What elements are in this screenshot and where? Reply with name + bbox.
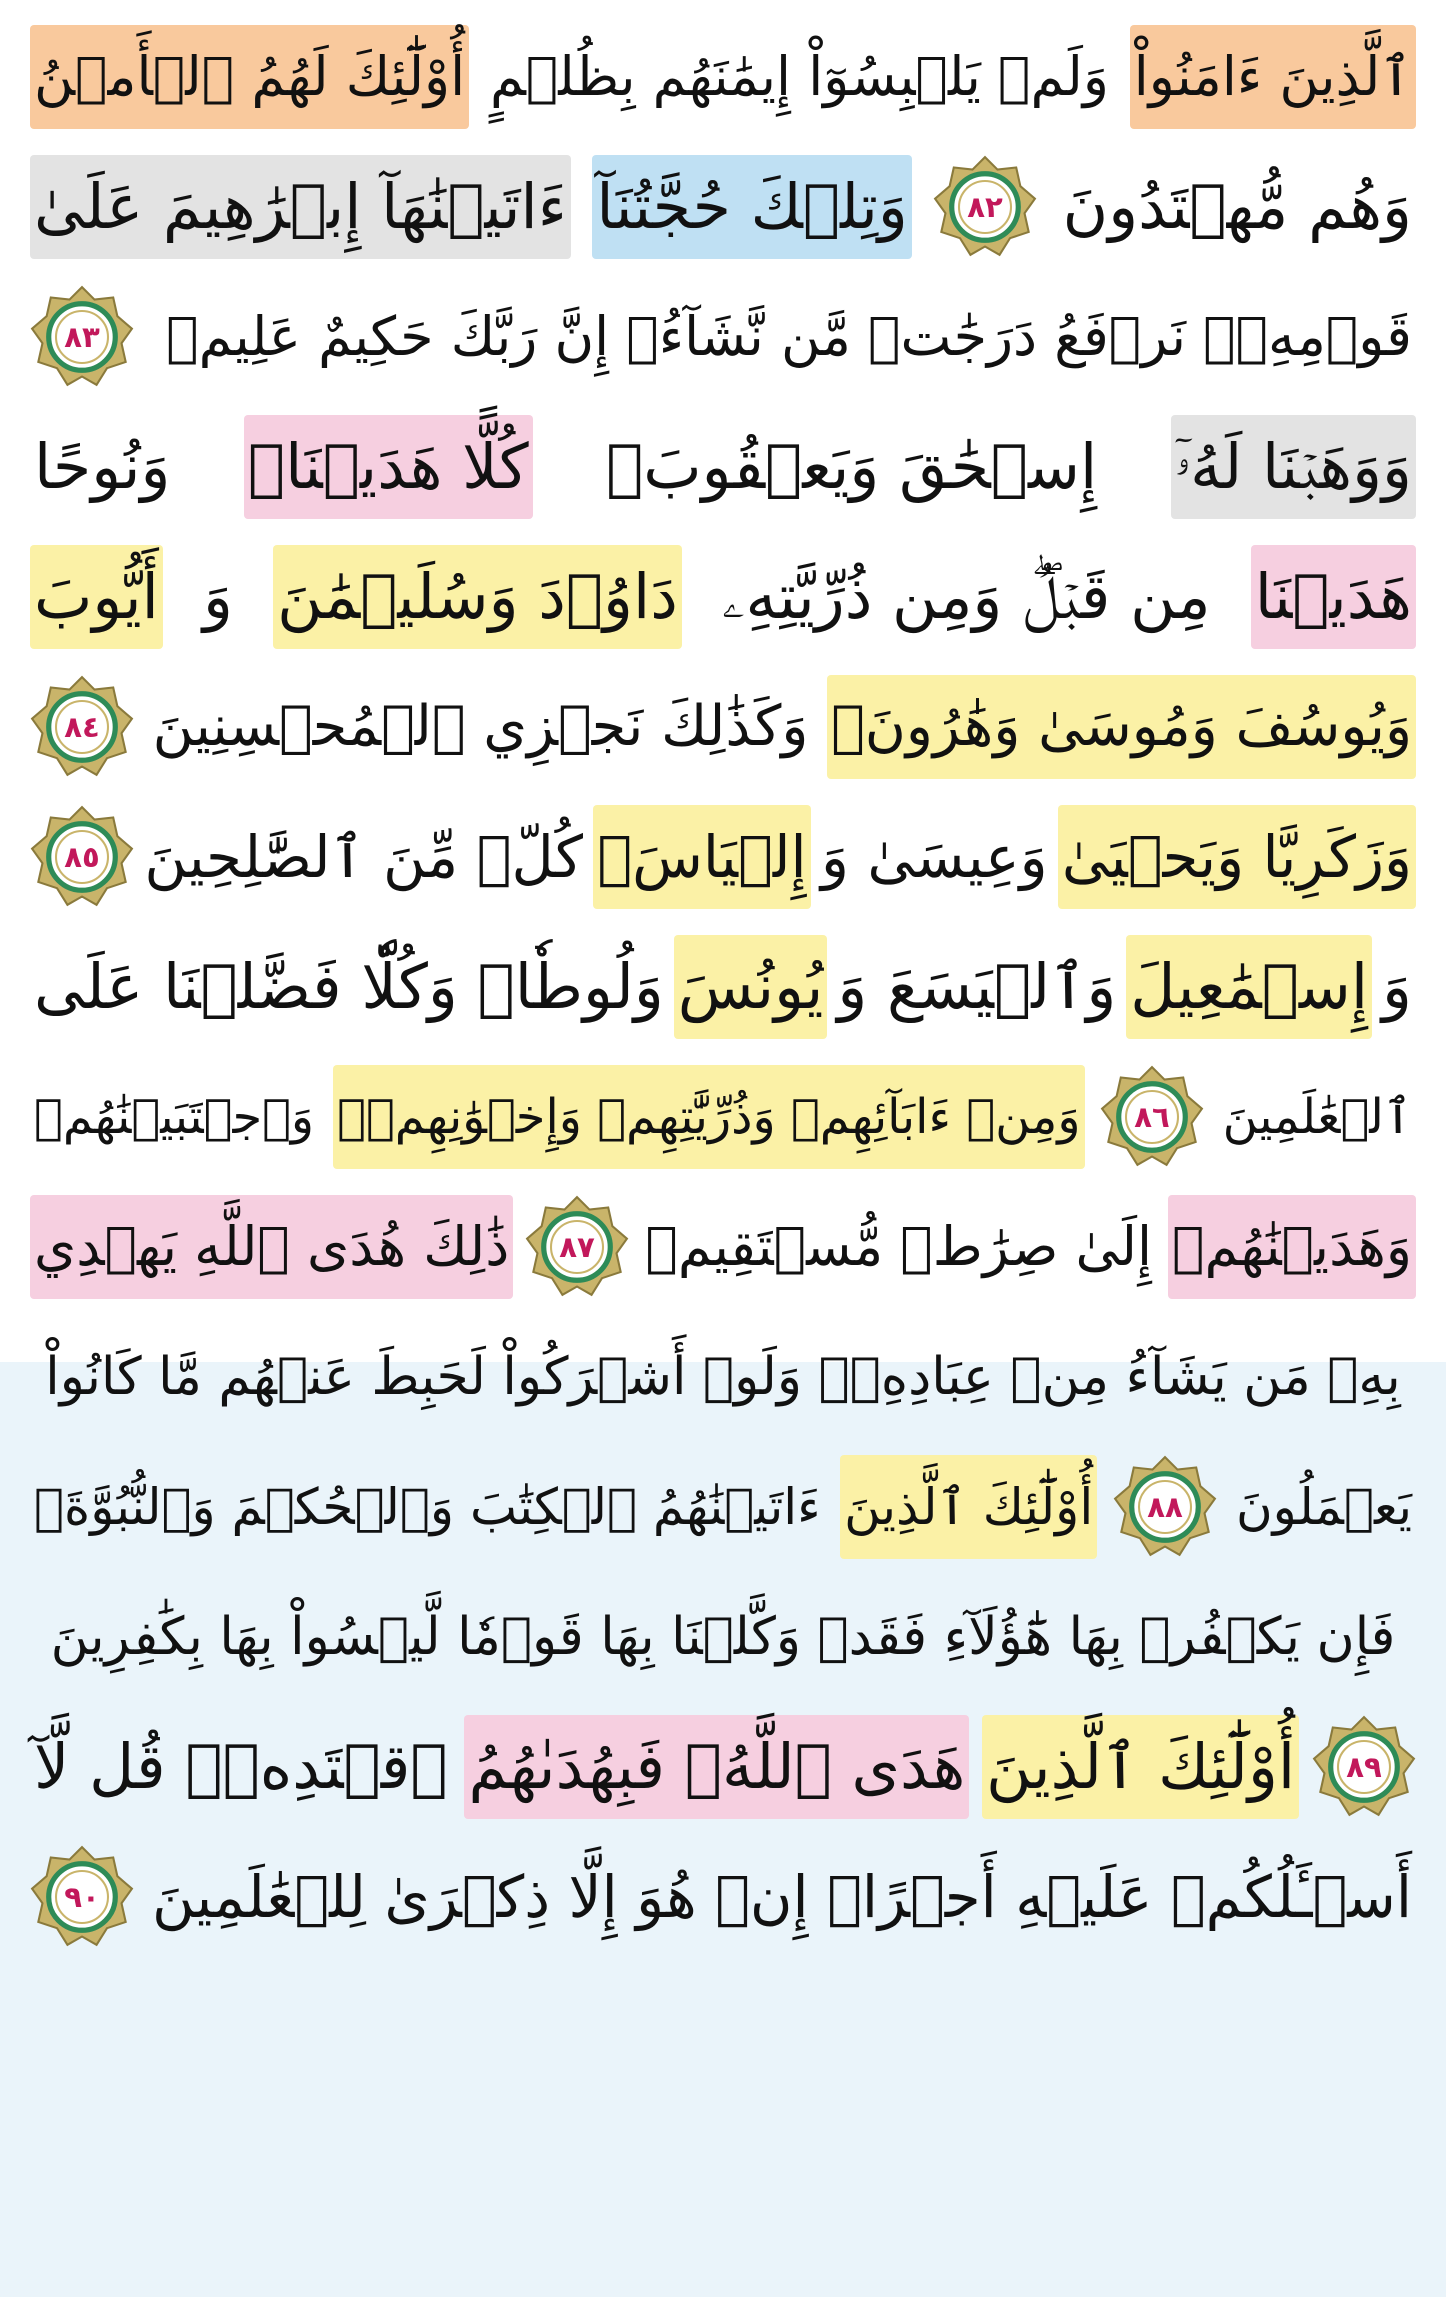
text-line — [30, 1182, 1416, 1312]
verse-number: ٨٤ — [64, 710, 100, 745]
text-line — [30, 1442, 1416, 1572]
highlighted-phrase: إِسۡمَٰعِيلَ — [1126, 935, 1372, 1039]
text-line — [30, 792, 1416, 922]
highlighted-phrase: أُوْلَٰٓئِكَ ٱلَّذِينَ — [982, 1715, 1299, 1819]
text-line — [30, 922, 1416, 1052]
verse-text: وَهُم مُّهۡتَدُونَ — [1062, 170, 1412, 243]
verse-number: ٨٩ — [1346, 1750, 1382, 1785]
highlighted-phrase: دَاوُۥدَ وَسُلَيۡمَٰنَ — [273, 545, 682, 649]
verse-text: وَٱجۡتَبَيۡنَٰهُمۡ — [34, 1089, 315, 1145]
highlighted-phrase: وَزَكَرِيَّا وَيَحۡيَىٰ — [1058, 805, 1416, 909]
text-line — [30, 12, 1416, 142]
verse-text: إِسۡحَٰقَ وَيَعۡقُوبَۚ — [606, 430, 1098, 503]
text-line — [30, 142, 1416, 272]
verse-text: إِلَىٰ صِرَٰطٖ مُّسۡتَقِيمٖ — [645, 1215, 1153, 1278]
verse-text: وَ — [1382, 950, 1412, 1023]
highlighted-phrase: أُوْلَٰٓئِكَ لَهُمُ ٱلۡأَمۡنُ — [30, 25, 469, 129]
verse-end-marker — [1100, 1065, 1204, 1169]
verse-text: ٱلۡعَٰلَمِينَ — [1222, 1089, 1412, 1145]
verse-end-marker — [1312, 1715, 1416, 1819]
verse-ornament-icon — [1100, 1065, 1204, 1169]
text-line — [30, 1572, 1416, 1702]
verse-number: ٩٠ — [64, 1880, 100, 1915]
verse-number: ٨٧ — [559, 1230, 596, 1265]
highlighted-phrase: إِلۡيَاسَۖ — [593, 805, 810, 909]
verse-ornament-icon — [30, 805, 134, 909]
verse-number: ٨٣ — [64, 320, 100, 355]
verse-ornament-icon — [1113, 1455, 1217, 1559]
text-line — [30, 402, 1416, 532]
verse-text: وَعِيسَىٰ وَ — [820, 823, 1048, 891]
highlighted-phrase: ءَاتَيۡنَٰهَآ إِبۡرَٰهِيمَ عَلَىٰ — [30, 155, 571, 259]
verse-ornament-icon — [933, 155, 1037, 259]
verse-text: وَلَمۡ يَلۡبِسُوٓاْ إِيمَٰنَهُم بِظُلۡمٍ — [489, 45, 1109, 108]
text-line — [30, 532, 1416, 662]
verse-text: أَسۡـَٔلُكُمۡ عَلَيۡهِ أَجۡرًاۖ إِنۡ هُوَ إِلَّا ذِكۡرَىٰ لِلۡعَٰلَمِينَ — [151, 1863, 1412, 1931]
highlighted-phrase: كُلًّا هَدَيۡنَاۚ — [244, 415, 533, 519]
verse-end-marker — [30, 1845, 134, 1949]
verse-text: وَكَذَٰلِكَ نَجۡزِي ٱلۡمُحۡسِنِينَ — [152, 694, 809, 759]
verse-text: وَ — [203, 560, 233, 633]
verse-ornament-icon — [1312, 1715, 1416, 1819]
highlighted-phrase: وَهَدَيۡنَٰهُمۡ — [1168, 1195, 1416, 1299]
text-line — [30, 662, 1416, 792]
verse-text: ٱقۡتَدِهۡۗ قُل لَّآ — [34, 1730, 448, 1803]
text-line — [30, 1702, 1416, 1832]
highlighted-phrase: هَدَيۡنَا — [1251, 545, 1416, 649]
verse-text: بِهِۦ مَن يَشَآءُ مِنۡ عِبَادِهِۦۚ وَلَوۡ أَشۡرَكُواْ لَحَبِطَ عَنۡهُم مَّا كَانُواْ — [45, 1347, 1401, 1407]
verse-text: قَوۡمِهِۦۚ نَرۡفَعُ دَرَجَٰتٖ مَّن نَّشَآءُۗ إِنَّ رَبَّكَ حَكِيمٌ عَلِيمٞ — [166, 305, 1412, 368]
verse-end-marker — [30, 805, 134, 909]
verse-end-marker — [30, 285, 134, 389]
verse-end-marker — [1113, 1455, 1217, 1559]
verse-number: ٨٥ — [64, 840, 100, 875]
verse-end-marker — [30, 675, 134, 779]
verse-text: مِن قَبۡلُۖ وَمِن ذُرِّيَّتِهِۦ — [721, 560, 1211, 633]
highlighted-phrase: أُوْلَٰٓئِكَ ٱلَّذِينَ — [840, 1455, 1097, 1559]
verse-text: ءَاتَيۡنَٰهُمُ ٱلۡكِتَٰبَ وَٱلۡحُكۡمَ وَٱلنُّبُوَّةَۚ — [34, 1478, 821, 1536]
highlighted-phrase: أَيُّوبَ — [30, 545, 163, 649]
highlighted-phrase: هَدَى ٱللَّهُۖ فَبِهُدَىٰهُمُ — [464, 1715, 969, 1819]
verse-text: يَعۡمَلُونَ — [1235, 1478, 1412, 1536]
verse-ornament-icon — [30, 285, 134, 389]
verse-ornament-icon — [30, 675, 134, 779]
verse-number: ٨٦ — [1133, 1100, 1170, 1135]
highlighted-phrase: يُونُسَ — [674, 935, 828, 1039]
highlighted-phrase: وَيُوسُفَ وَمُوسَىٰ وَهَٰرُونَۚ — [827, 675, 1416, 779]
verse-end-marker — [933, 155, 1037, 259]
text-line — [30, 272, 1416, 402]
verse-end-marker — [525, 1195, 629, 1299]
verse-text: كُلّٞ مِّنَ ٱلصَّٰلِحِينَ — [144, 823, 583, 891]
verse-ornament-icon — [30, 1845, 134, 1949]
verse-text: وَٱلۡيَسَعَ وَ — [837, 950, 1117, 1023]
highlighted-phrase: وَمِنۡ ءَابَآئِهِمۡ وَذُرِّيَّٰتِهِمۡ وَإِخۡوَٰنِهِمۡۖ — [333, 1065, 1084, 1169]
verse-text: وَلُوطٗاۚ وَكُلّٗا فَضَّلۡنَا عَلَى — [34, 950, 664, 1023]
verse-ornament-icon — [525, 1195, 629, 1299]
highlighted-phrase: ٱلَّذِينَ ءَامَنُواْ — [1130, 25, 1416, 129]
text-line — [30, 1052, 1416, 1182]
verse-text: وَنُوحًا — [34, 430, 171, 503]
text-line — [30, 1312, 1416, 1442]
highlighted-phrase: وَتِلۡكَ حُجَّتُنَآ — [592, 155, 912, 259]
highlighted-phrase: ذَٰلِكَ هُدَى ٱللَّهِ يَهۡدِي — [30, 1195, 513, 1299]
text-line — [30, 1832, 1416, 1962]
verse-number: ٨٢ — [967, 190, 1004, 225]
verse-number: ٨٨ — [1146, 1490, 1183, 1525]
highlighted-phrase: وَوَهَبۡنَا لَهُۥٓ — [1171, 415, 1416, 519]
verse-text: فَإِن يَكۡفُرۡ بِهَا هَٰٓؤُلَآءِ فَقَدۡ وَكَّلۡنَا بِهَا قَوۡمٗا لَّيۡسُواْ بِهَا بِكَٰفِرِينَ — [50, 1607, 1396, 1667]
